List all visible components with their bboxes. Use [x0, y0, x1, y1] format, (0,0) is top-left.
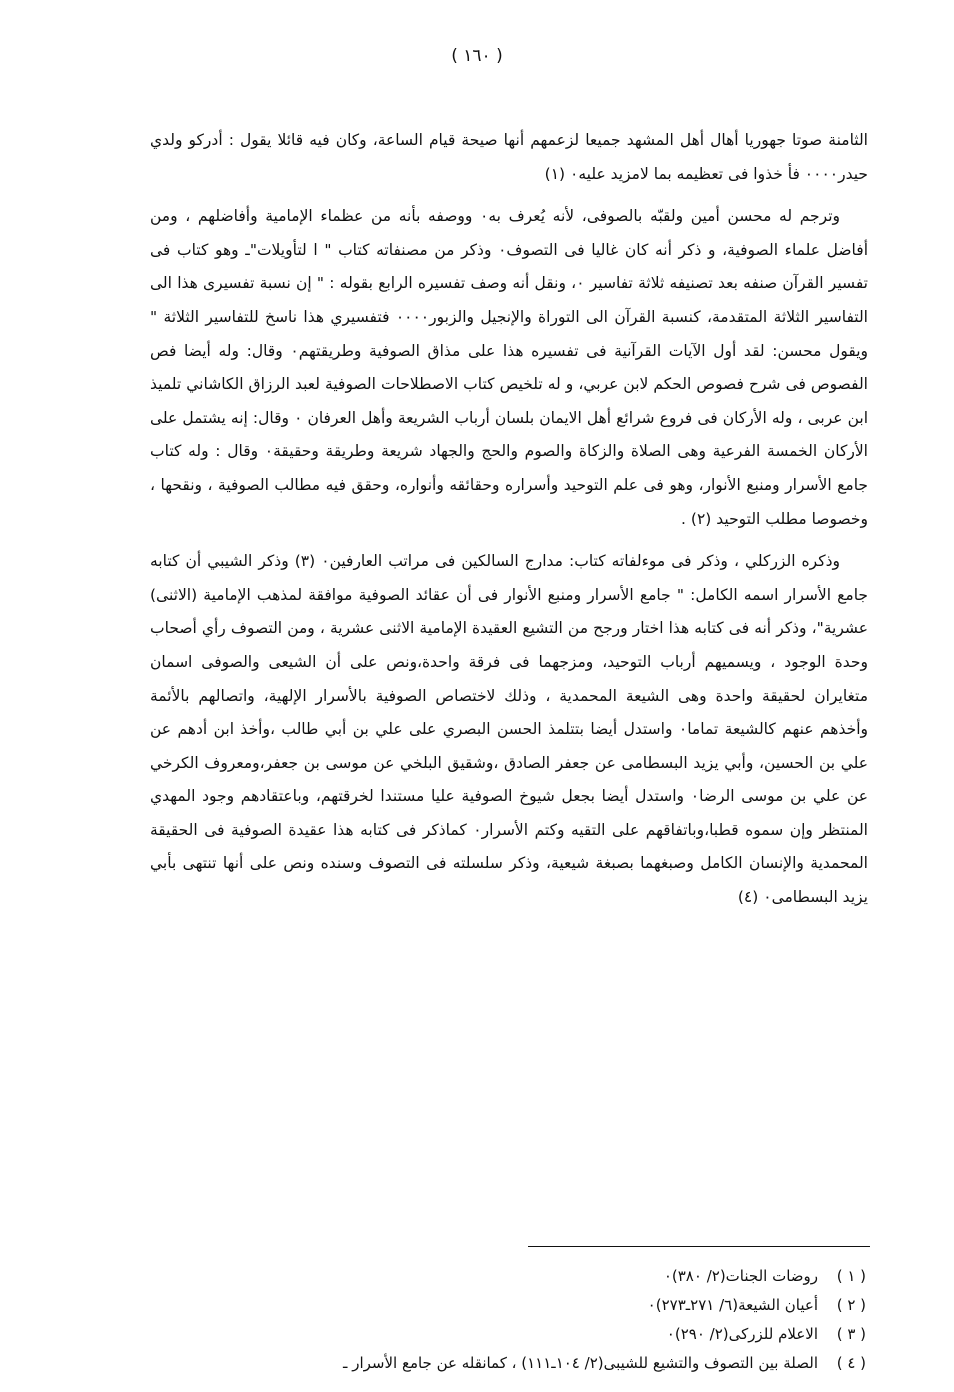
footnote-number: ( ٣ ) [836, 1325, 866, 1343]
footnote-number: ( ٢ ) [836, 1296, 866, 1314]
footnote-text: روضات الجنات(٢/ ٣٨٠)٠ [663, 1267, 818, 1285]
paragraph-2: وترجم له محسن أمين ولقبّه بالصوفى، لأنه يُعرف به٠ ووصفه بأنه من عظماء الإمامية وأفاضلهم ، ومن أفاضل علماء الصوفية، و ذكر أنه كان غاليا فى التصوف٠ وذكر من مصنفاته كتاب " ا لتأويلات"ـ وهو كتاب فى تفسير القرآن صنفه بعد تصنيفه ثلاثة تفاسير ٠، ونقل أنه وصف تفسيره الرابع بقوله : " إن نسبة تفسيرى هذا الى التفاسير الثلاثة المتقدمة، كنسبة القرآن الى التوراة والإنجيل والزبور٠٠٠٠ فتفسيري هذا ناسخ للتفاسير الثلاثة " ويقول محسن: لقد أول الآيات القرآنية فى تفسيره هذا على مذاق الصوفية وطريقتهم٠ وقال: وله أيضا فص الفصوص فى شرح فصوص الحكم لابن عربي، و له تلخيص كتاب الاصطلاحات الصوفية لعبد الرزاق الكاشاني تلميذ ابن عربى ، وله الأركان فى فروع شرائع أهل الايمان بلسان أرباب الشريعة وأهل العرفان ٠ وقال: إنه يشتمل على الأركان الخمسة الفرعية وهى الصلاة والزكاة والصوم والحج والجهاد شريعة وطريقة وحقيقة٠ وقال : وله كتاب جامع الأسرار ومنبع الأنوار، وهو فى علم التوحيد وأسراره وحقائقه وأنواره، وحقق فيه مطالب الصوفية ، ونقحها ، وخصوصا مطلب التوحيد (٢) . [150, 207, 869, 528]
footnote-2 [150, 1291, 866, 1320]
footnote-4 [150, 1349, 866, 1378]
footnote-text: أعيان الشيعة(٦/ ٢٧١ـ٢٧٣)٠ [647, 1296, 818, 1314]
page-number: ( ١٦٠ ) [451, 46, 503, 66]
footnote-number: ( ١ ) [836, 1267, 866, 1285]
footnotes [150, 1262, 866, 1378]
footnote-text: الصلة بين التصوف والتشيع للشيبى(٢/ ١٠٤ـ١١١) ، كمانقله عن جامع الأسرار ـ [343, 1354, 818, 1372]
footnote-text: الاعلام للزركى(٢/ ٢٩٠)٠ [666, 1325, 818, 1343]
main-text [150, 124, 868, 924]
footnote-number: ( ٤ ) [836, 1354, 866, 1372]
footnote-3 [150, 1320, 866, 1349]
footnote-1 [150, 1262, 866, 1291]
paragraph-3: وذكره الزركلي ، وذكر فى موءلفاته كتاب: مدارج السالكين فى مراتب العارفين٠ (٣) وذكر الشيبي أن كتابه جامع الأسرار اسمه الكامل: " جامع الأسرار ومنبع الأنوار فى أن عقائد الصوفية موافقة لمذهب الإمامية (الاثنى) عشرية"، وذكر أنه فى كتابه هذا اختار ورجح من التشيع العقيدة الإمامية الاثنى عشرية ، ومن التصوف رأي أصحاب وحدة الوجود ، ويسميهم أرباب التوحيد، ومزجهما فى فرقة واحدة،ونص على أن الشيعى والصوفى اسمان متغايران لحقيقة واحدة وهى الشيعة المحمدية ، وذلك لاختصاص الصوفية بالأسرار الإلهية، واتصالهم بالأئمة وأخذهم عنهم كالشيعة تماما٠ واستدل أيضا بتتلمذ الحسن البصري على علي بن أبي طالب ،وأخذ ابن أدهم عن علي بن الحسين، وأبي يزيد البسطامى عن جعفر الصادق ،وشقيق البلخي عن موسى بن جعفر،ومعروف الكرخي عن علي بن موسى الرضا٠ واستدل أيضا بجعل شيوخ الصوفية عليا مستندا لخرقتهم، وباعتقادهم وجود المهدي المنتظر وإن سموه قطبا،وباتفاقهم على التقيه وكتم الأسرار٠ كماذكر فى كتابه هذا عقيدة الصوفية فى الحقيقة المحمدية والإنسان الكامل وصبغهما بصبغة شيعية، وذكر سلسلته فى التصوف وسنده ونص على أنها تنتهى بأبي يزيد البسطامى٠ (٤) [150, 552, 868, 907]
paragraph-1: الثامنة صوتا جهوريا أهال أهل المشهد جميعا لزعمهم أنها صيحة قيام الساعة، وكان فيه قائلا يقول : أدركو ولدي حيدر٠٠٠٠ فأ خذوا فى تعظيمه بما لامزيد عليه٠ (١) [150, 131, 868, 183]
footnote-separator [528, 1246, 870, 1247]
